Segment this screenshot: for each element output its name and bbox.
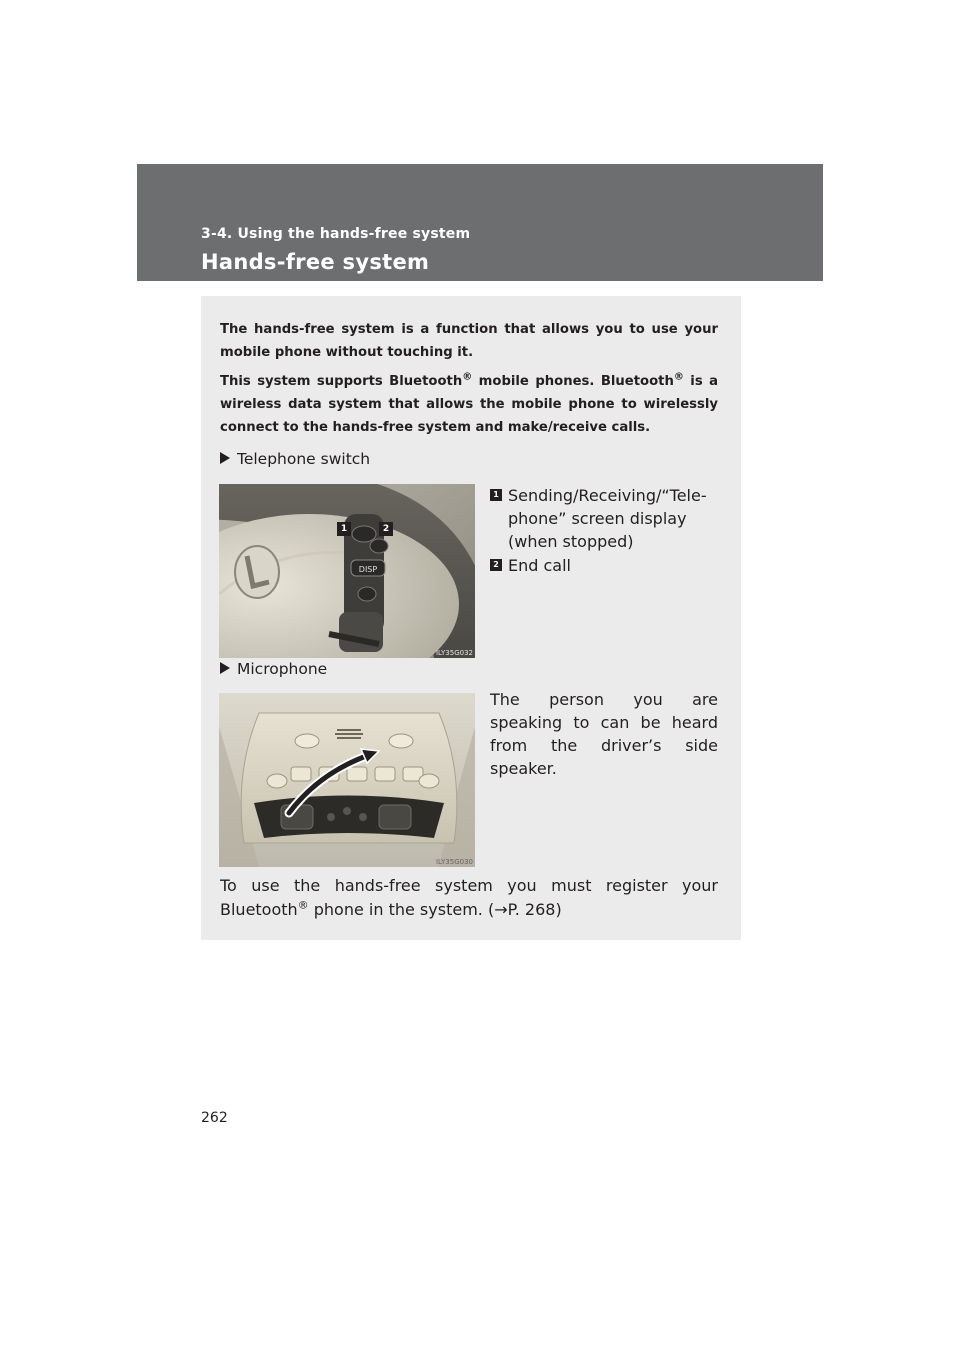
steering-wheel-illustration bbox=[219, 484, 475, 658]
page-reference-link[interactable]: P. 268 bbox=[507, 900, 556, 919]
content-panel bbox=[201, 296, 741, 940]
closing-text: To use the hands-free system you must register your Bluetooth® phone in the system. (→P. 268) bbox=[220, 876, 718, 919]
legend-number: 2 bbox=[490, 559, 502, 571]
disp-button-label: DISP bbox=[358, 565, 378, 574]
steering-wheel-photo bbox=[219, 484, 475, 658]
intro-paragraph-2: This system supports Bluetooth® mobile phones. Bluetooth® is a wireless data system that allows the mobile phone to wirelessly connect to the hands-free system and make/receive calls. bbox=[220, 371, 719, 435]
microphone-heading: Microphone bbox=[220, 660, 327, 678]
page-title: Hands-free system bbox=[201, 250, 430, 274]
bullet-triangle-icon bbox=[220, 452, 230, 464]
intro-paragraph-1: The hands-free system is a function that allows you to use your mobile phone without touching it. bbox=[220, 322, 718, 360]
legend-item-2 bbox=[490, 554, 720, 577]
overhead-console-illustration bbox=[219, 693, 475, 867]
image-code: ILY35G032 bbox=[435, 649, 473, 657]
image-code: ILY35G030 bbox=[435, 858, 473, 866]
legend-text: End call bbox=[508, 556, 571, 575]
intro-text bbox=[220, 318, 718, 439]
section-label: 3-4. Using the hands-free system bbox=[201, 226, 471, 242]
callout-1: 1 bbox=[337, 522, 351, 536]
bullet-triangle-icon bbox=[220, 662, 230, 674]
overhead-console-photo bbox=[219, 693, 475, 867]
chapter-header bbox=[137, 164, 823, 281]
microphone-description: The person you are speaking to can be heard from the driver’s side speaker. bbox=[490, 690, 718, 778]
legend-number: 1 bbox=[490, 489, 502, 501]
legend-text: Sending/Receiving/“Tele-phone” screen display (when stopped) bbox=[508, 486, 707, 551]
telephone-switch-heading: Telephone switch bbox=[220, 450, 370, 468]
page-number: 262 bbox=[201, 1110, 228, 1126]
legend-item-1 bbox=[490, 484, 720, 553]
callout-2: 2 bbox=[379, 522, 393, 536]
